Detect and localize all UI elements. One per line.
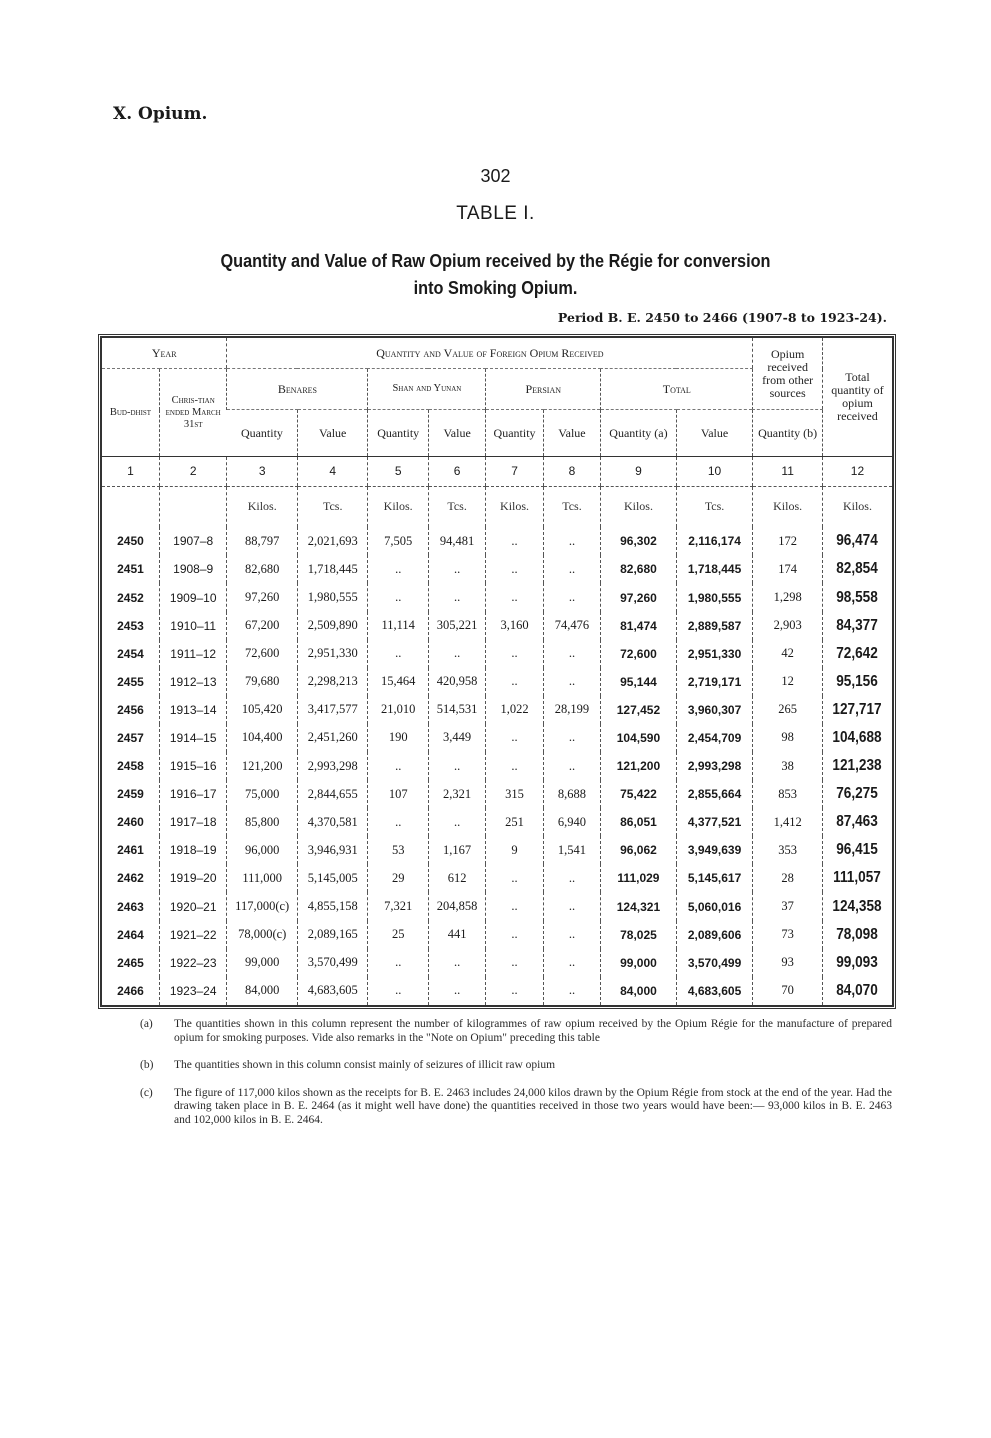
cell-shan-value: 2,321: [428, 780, 485, 808]
cell-benares-value: 5,145,005: [297, 864, 368, 892]
cell-other-quantity: 12: [753, 668, 823, 696]
cell-benares-value: 2,089,165: [297, 921, 368, 949]
cell-benares-quantity: 99,000: [227, 949, 298, 977]
cell-buddhist-year: 2461: [117, 843, 144, 858]
cell-buddhist-year: 2466: [117, 983, 144, 998]
table-row: [102, 808, 892, 836]
cell-persian-quantity: ..: [486, 892, 543, 920]
cell-christian-year: 1918–19: [159, 836, 227, 864]
header-year: Year: [102, 338, 227, 369]
cell-christian-year: 1911–12: [159, 640, 227, 668]
cell-persian-quantity: ..: [486, 977, 543, 1005]
cell-persian-quantity: ..: [486, 583, 543, 611]
cell-shan-value: ..: [428, 583, 485, 611]
cell-benares-value: 2,993,298: [297, 752, 368, 780]
cell-buddhist-year: 2452: [117, 590, 144, 605]
cell-persian-value: ..: [543, 555, 600, 583]
cell-persian-quantity: ..: [486, 949, 543, 977]
cell-persian-value: 1,541: [543, 836, 600, 864]
column-number: 5: [368, 457, 428, 487]
table-row: [102, 612, 892, 640]
header-persian: Persian: [486, 369, 601, 410]
cell-buddhist-year: 2450: [117, 534, 144, 549]
cell-other-quantity: 174: [753, 555, 823, 583]
header-persian-quantity: Quantity: [486, 410, 543, 457]
cell-persian-value: ..: [543, 921, 600, 949]
table-row: [102, 864, 892, 892]
cell-benares-value: 3,417,577: [297, 696, 368, 724]
cell-total-value: 2,889,587: [676, 612, 753, 640]
header-total-quantity-a: Quantity (a): [601, 410, 677, 457]
cell-christian-year: 1917–18: [159, 808, 227, 836]
cell-shan-quantity: 190: [368, 724, 428, 752]
unit-label: Kilos.: [753, 486, 823, 527]
header-shan-quantity: Quantity: [368, 410, 428, 457]
footnote-text: The quantities shown in this column represent the number of kilogrammes of raw opium received by the Opium Régie for the manufacture of prepared opium for smoking purposes. Vide also remarks in the "Note on Opium" preceding this table: [174, 1018, 892, 1044]
cell-persian-value: 28,199: [543, 696, 600, 724]
cell-shan-value: 612: [428, 864, 485, 892]
cell-total-value: 2,993,298: [676, 752, 753, 780]
unit-label: [102, 486, 159, 527]
header-benares-quantity: Quantity: [227, 410, 298, 457]
cell-total-value: 3,570,499: [676, 949, 753, 977]
cell-benares-value: 2,951,330: [297, 640, 368, 668]
cell-other-quantity: 1,412: [753, 808, 823, 836]
cell-christian-year: 1914–15: [159, 724, 227, 752]
cell-total-value: 2,951,330: [676, 640, 753, 668]
cell-grand-total: 78,098: [828, 921, 887, 949]
header-shan-value: Value: [428, 410, 485, 457]
cell-total-value: 1,980,555: [676, 583, 753, 611]
cell-total-quantity: 111,029: [601, 864, 677, 892]
cell-grand-total: 99,093: [828, 949, 887, 977]
cell-persian-value: ..: [543, 864, 600, 892]
cell-shan-value: 3,449: [428, 724, 485, 752]
cell-shan-value: 204,858: [428, 892, 485, 920]
cell-buddhist-year: 2464: [117, 927, 144, 942]
cell-total-quantity: 97,260: [601, 583, 677, 611]
cell-persian-value: ..: [543, 527, 600, 555]
column-number: 12: [822, 457, 892, 487]
cell-christian-year: 1912–13: [159, 668, 227, 696]
cell-total-quantity: 96,302: [601, 527, 677, 555]
cell-total-value: 3,960,307: [676, 696, 753, 724]
cell-christian-year: 1919–20: [159, 864, 227, 892]
cell-benares-value: 2,451,260: [297, 724, 368, 752]
footnotes: [140, 1018, 892, 1141]
cell-other-quantity: 2,903: [753, 612, 823, 640]
cell-persian-quantity: ..: [486, 640, 543, 668]
unit-label: Tcs.: [297, 486, 368, 527]
cell-total-value: 2,116,174: [676, 527, 753, 555]
cell-grand-total: 82,854: [828, 555, 887, 583]
cell-other-quantity: 853: [753, 780, 823, 808]
cell-grand-total: 87,463: [828, 808, 887, 836]
cell-total-quantity: 78,025: [601, 921, 677, 949]
column-number: 1: [102, 457, 159, 487]
cell-other-quantity: 98: [753, 724, 823, 752]
cell-shan-quantity: 11,114: [368, 612, 428, 640]
cell-benares-quantity: 97,260: [227, 583, 298, 611]
header-other-sources: Opium received from other sources: [753, 338, 823, 410]
table-row: [102, 892, 892, 920]
column-number: 10: [676, 457, 753, 487]
cell-total-quantity: 124,321: [601, 892, 677, 920]
table-row: [102, 583, 892, 611]
table-row: [102, 640, 892, 668]
cell-benares-quantity: 96,000: [227, 836, 298, 864]
cell-persian-quantity: 1,022: [486, 696, 543, 724]
cell-total-quantity: 72,600: [601, 640, 677, 668]
cell-shan-quantity: ..: [368, 977, 428, 1005]
header-persian-value: Value: [543, 410, 600, 457]
cell-benares-value: 4,683,605: [297, 977, 368, 1005]
cell-total-quantity: 96,062: [601, 836, 677, 864]
unit-label: Kilos.: [822, 486, 892, 527]
table-row: [102, 527, 892, 555]
cell-shan-quantity: 21,010: [368, 696, 428, 724]
page-number: 302: [480, 166, 511, 186]
cell-total-quantity: 84,000: [601, 977, 677, 1005]
cell-total-value: 3,949,639: [676, 836, 753, 864]
cell-other-quantity: 37: [753, 892, 823, 920]
cell-benares-quantity: 79,680: [227, 668, 298, 696]
cell-benares-value: 2,021,693: [297, 527, 368, 555]
cell-grand-total: 121,238: [828, 752, 887, 780]
cell-other-quantity: 172: [753, 527, 823, 555]
cell-benares-value: 3,570,499: [297, 949, 368, 977]
cell-buddhist-year: 2454: [117, 646, 144, 661]
header-buddhist: Bud-dhist: [109, 406, 152, 418]
cell-grand-total: 76,275: [828, 780, 887, 808]
cell-persian-value: ..: [543, 724, 600, 752]
cell-grand-total: 98,558: [828, 583, 887, 611]
unit-label: Kilos.: [601, 486, 677, 527]
cell-other-quantity: 28: [753, 864, 823, 892]
cell-total-quantity: 99,000: [601, 949, 677, 977]
cell-benares-value: 4,855,158: [297, 892, 368, 920]
unit-label: Tcs.: [428, 486, 485, 527]
unit-row: [102, 486, 892, 527]
cell-buddhist-year: 2460: [117, 815, 144, 830]
column-number: 9: [601, 457, 677, 487]
cell-shan-value: 441: [428, 921, 485, 949]
footnote-text: The quantities shown in this column consist mainly of seizures of illicit raw opium: [174, 1059, 556, 1071]
header-christian: Chris-tian ended March 31st: [159, 369, 227, 457]
table-title: [174, 247, 817, 301]
cell-benares-quantity: 82,680: [227, 555, 298, 583]
opium-table-frame: [100, 336, 894, 1007]
cell-benares-value: 1,980,555: [297, 583, 368, 611]
cell-christian-year: 1922–23: [159, 949, 227, 977]
table-title-line1: Quantity and Value of Raw Opium received by the Régie for conversion: [220, 250, 771, 271]
cell-benares-value: 4,370,581: [297, 808, 368, 836]
table-row: [102, 780, 892, 808]
cell-shan-quantity: 53: [368, 836, 428, 864]
cell-christian-year: 1923–24: [159, 977, 227, 1005]
cell-buddhist-year: 2451: [117, 562, 144, 577]
cell-christian-year: 1921–22: [159, 921, 227, 949]
cell-persian-value: ..: [543, 583, 600, 611]
table-row: [102, 836, 892, 864]
column-number: 6: [428, 457, 485, 487]
cell-buddhist-year: 2453: [117, 618, 144, 633]
cell-grand-total: 111,057: [828, 864, 887, 892]
footnote-text: The figure of 117,000 kilos shown as the receipts for B. E. 2463 includes 24,000 kilos drawn by the Opium Régie from stock at the end of the year. Had the drawing taken place in B. E. 2464 (as it might well have done) the quantities received in those two years would have been:— 93,000 kilos in B. E. 2463 and 102,000 kilos in B. E. 2464.: [174, 1086, 892, 1126]
cell-total-quantity: 95,144: [601, 668, 677, 696]
cell-persian-value: ..: [543, 640, 600, 668]
cell-persian-quantity: ..: [486, 921, 543, 949]
cell-buddhist-year: 2465: [117, 955, 144, 970]
cell-grand-total: 72,642: [828, 640, 887, 668]
table-row: [102, 949, 892, 977]
column-number: 11: [753, 457, 823, 487]
cell-total-quantity: 127,452: [601, 696, 677, 724]
table-body: [102, 457, 892, 1006]
cell-shan-value: 305,221: [428, 612, 485, 640]
table-row: [102, 668, 892, 696]
footnote: [140, 1018, 892, 1045]
cell-grand-total: 95,156: [828, 668, 887, 696]
cell-total-value: 5,145,617: [676, 864, 753, 892]
table-row: [102, 724, 892, 752]
cell-christian-year: 1916–17: [159, 780, 227, 808]
cell-christian-year: 1909–10: [159, 583, 227, 611]
cell-shan-value: 420,958: [428, 668, 485, 696]
cell-christian-year: 1908–9: [159, 555, 227, 583]
cell-shan-quantity: 7,321: [368, 892, 428, 920]
header-total: Total: [601, 369, 753, 410]
cell-buddhist-year: 2459: [117, 787, 144, 802]
cell-other-quantity: 353: [753, 836, 823, 864]
unit-label: Tcs.: [676, 486, 753, 527]
cell-shan-quantity: ..: [368, 583, 428, 611]
header-foreign-opium: Quantity and Value of Foreign Opium Received: [227, 338, 753, 369]
cell-total-value: 2,454,709: [676, 724, 753, 752]
cell-other-quantity: 38: [753, 752, 823, 780]
column-number: 3: [227, 457, 298, 487]
cell-other-quantity: 42: [753, 640, 823, 668]
cell-benares-value: 2,298,213: [297, 668, 368, 696]
cell-other-quantity: 70: [753, 977, 823, 1005]
unit-label: Kilos.: [227, 486, 298, 527]
footnote-mark: (a): [140, 1018, 153, 1030]
cell-christian-year: 1913–14: [159, 696, 227, 724]
cell-benares-quantity: 85,800: [227, 808, 298, 836]
cell-shan-value: 514,531: [428, 696, 485, 724]
cell-persian-quantity: ..: [486, 864, 543, 892]
cell-benares-value: 3,946,931: [297, 836, 368, 864]
cell-shan-quantity: ..: [368, 555, 428, 583]
cell-total-value: 4,377,521: [676, 808, 753, 836]
footnote-mark: (b): [140, 1059, 154, 1071]
cell-grand-total: 127,717: [828, 696, 887, 724]
cell-christian-year: 1910–11: [159, 612, 227, 640]
cell-total-value: 4,683,605: [676, 977, 753, 1005]
cell-grand-total: 96,415: [828, 836, 887, 864]
cell-shan-value: 94,481: [428, 527, 485, 555]
cell-total-value: 2,719,171: [676, 668, 753, 696]
column-number: 4: [297, 457, 368, 487]
cell-benares-quantity: 78,000(c): [227, 921, 298, 949]
cell-grand-total: 84,070: [828, 977, 887, 1005]
cell-persian-quantity: ..: [486, 752, 543, 780]
cell-other-quantity: 73: [753, 921, 823, 949]
cell-benares-quantity: 104,400: [227, 724, 298, 752]
cell-shan-value: 1,167: [428, 836, 485, 864]
cell-persian-value: ..: [543, 668, 600, 696]
cell-shan-quantity: 25: [368, 921, 428, 949]
cell-benares-quantity: 117,000(c): [227, 892, 298, 920]
cell-persian-value: ..: [543, 977, 600, 1005]
cell-buddhist-year: 2463: [117, 899, 144, 914]
period-label: Period B. E. 2450 to 2466 (1907-8 to 1923-24).: [557, 310, 887, 325]
opium-table: [102, 338, 892, 1005]
cell-shan-value: ..: [428, 752, 485, 780]
cell-shan-quantity: 107: [368, 780, 428, 808]
footnote-mark: (c): [140, 1086, 153, 1099]
cell-total-quantity: 82,680: [601, 555, 677, 583]
cell-benares-value: 2,509,890: [297, 612, 368, 640]
cell-buddhist-year: 2462: [117, 871, 144, 886]
cell-shan-quantity: 7,505: [368, 527, 428, 555]
cell-total-quantity: 86,051: [601, 808, 677, 836]
cell-total-quantity: 121,200: [601, 752, 677, 780]
cell-shan-value: ..: [428, 949, 485, 977]
cell-other-quantity: 1,298: [753, 583, 823, 611]
cell-total-value: 1,718,445: [676, 555, 753, 583]
cell-other-quantity: 93: [753, 949, 823, 977]
cell-benares-quantity: 72,600: [227, 640, 298, 668]
column-number: 8: [543, 457, 600, 487]
cell-benares-quantity: 67,200: [227, 612, 298, 640]
header-other-quantity-b: Quantity (b): [753, 410, 823, 457]
table-row: [102, 555, 892, 583]
table-row: [102, 696, 892, 724]
cell-shan-quantity: ..: [368, 808, 428, 836]
cell-shan-quantity: 29: [368, 864, 428, 892]
cell-benares-quantity: 84,000: [227, 977, 298, 1005]
footnote: [140, 1059, 892, 1073]
table-number: TABLE I.: [456, 203, 535, 224]
cell-shan-quantity: ..: [368, 752, 428, 780]
section-title: X. Opium.: [113, 104, 208, 124]
unit-label: Kilos.: [368, 486, 428, 527]
unit-label: Kilos.: [486, 486, 543, 527]
cell-persian-value: ..: [543, 752, 600, 780]
cell-persian-quantity: ..: [486, 555, 543, 583]
cell-persian-quantity: 3,160: [486, 612, 543, 640]
cell-benares-quantity: 75,000: [227, 780, 298, 808]
column-number: 7: [486, 457, 543, 487]
footnote: [140, 1087, 892, 1128]
cell-total-value: 2,089,606: [676, 921, 753, 949]
header-shan-yunan: Shan and Yunan: [368, 369, 486, 410]
cell-grand-total: 84,377: [828, 612, 887, 640]
cell-shan-quantity: 15,464: [368, 668, 428, 696]
cell-shan-quantity: ..: [368, 640, 428, 668]
cell-shan-value: ..: [428, 555, 485, 583]
cell-benares-quantity: 88,797: [227, 527, 298, 555]
cell-persian-value: ..: [543, 949, 600, 977]
cell-persian-quantity: ..: [486, 668, 543, 696]
table-row: [102, 977, 892, 1005]
column-number: 2: [159, 457, 227, 487]
header-benares: Benares: [227, 369, 368, 410]
cell-grand-total: 104,688: [828, 724, 887, 752]
cell-other-quantity: 265: [753, 696, 823, 724]
cell-persian-quantity: 251: [486, 808, 543, 836]
table-row: [102, 921, 892, 949]
cell-benares-quantity: 121,200: [227, 752, 298, 780]
table-title-line2: into Smoking Opium.: [413, 277, 578, 298]
cell-shan-value: ..: [428, 640, 485, 668]
cell-total-quantity: 104,590: [601, 724, 677, 752]
cell-persian-quantity: ..: [486, 527, 543, 555]
cell-persian-quantity: 9: [486, 836, 543, 864]
cell-grand-total: 124,358: [828, 892, 887, 920]
cell-persian-value: 6,940: [543, 808, 600, 836]
cell-benares-value: 1,718,445: [297, 555, 368, 583]
header-total-quantity: Total quantity of opium received: [822, 338, 892, 457]
cell-christian-year: 1920–21: [159, 892, 227, 920]
cell-persian-value: ..: [543, 892, 600, 920]
unit-label: Tcs.: [543, 486, 600, 527]
cell-benares-quantity: 105,420: [227, 696, 298, 724]
cell-buddhist-year: 2456: [117, 702, 144, 717]
cell-christian-year: 1915–16: [159, 752, 227, 780]
cell-shan-value: ..: [428, 977, 485, 1005]
cell-grand-total: 96,474: [828, 527, 887, 555]
cell-shan-quantity: ..: [368, 949, 428, 977]
cell-buddhist-year: 2455: [117, 674, 144, 689]
cell-persian-value: 74,476: [543, 612, 600, 640]
table-row: [102, 752, 892, 780]
cell-buddhist-year: 2458: [117, 759, 144, 774]
cell-benares-quantity: 111,000: [227, 864, 298, 892]
cell-persian-value: 8,688: [543, 780, 600, 808]
cell-total-value: 5,060,016: [676, 892, 753, 920]
cell-buddhist-year: 2457: [117, 730, 144, 745]
column-number-row: [102, 457, 892, 487]
cell-persian-quantity: 315: [486, 780, 543, 808]
cell-persian-quantity: ..: [486, 724, 543, 752]
header-total-value: Value: [676, 410, 753, 457]
unit-label: [159, 486, 227, 527]
header-benares-value: Value: [297, 410, 368, 457]
cell-christian-year: 1907–8: [159, 527, 227, 555]
cell-shan-value: ..: [428, 808, 485, 836]
cell-total-quantity: 75,422: [601, 780, 677, 808]
cell-benares-value: 2,844,655: [297, 780, 368, 808]
cell-total-value: 2,855,664: [676, 780, 753, 808]
cell-total-quantity: 81,474: [601, 612, 677, 640]
